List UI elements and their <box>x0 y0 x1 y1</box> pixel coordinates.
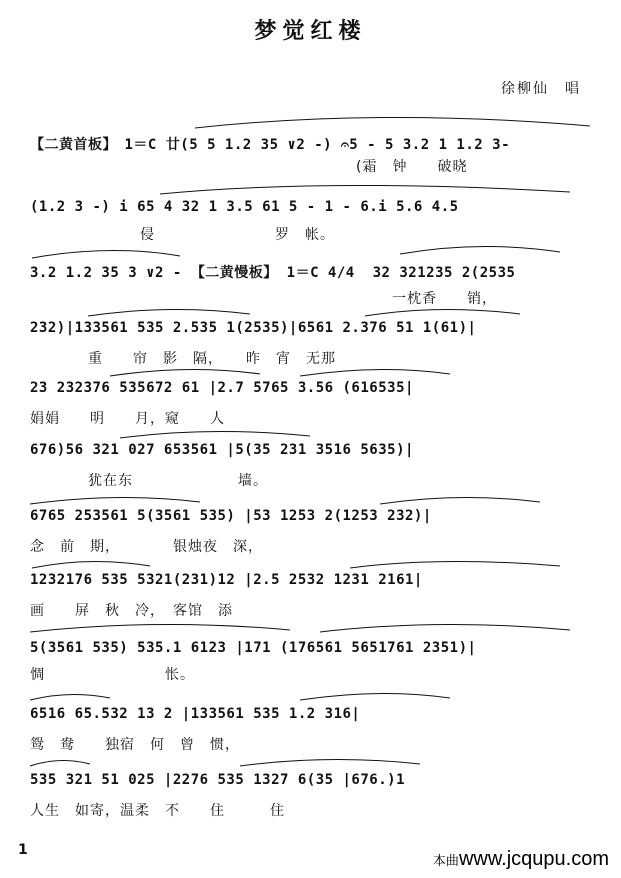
slur-5 <box>88 309 250 316</box>
footer-prefix: 本曲 <box>432 854 459 869</box>
score-line-11: 535 321 51 025 |2276 535 1327 6(35 |676.)1 <box>30 772 406 788</box>
slur-4 <box>400 246 560 254</box>
lyric-line-2: 侵 罗 帐。 <box>140 227 335 243</box>
lyric-line-7: 念 前 期， 银烛夜 深， <box>30 539 263 555</box>
lyric-line-1: (霜 钟 破晓 <box>356 159 468 175</box>
footer-watermark <box>433 848 609 871</box>
lyric-line-3: 一枕香 销， <box>392 291 497 307</box>
lyric-line-8: 画 屏 秋 冷， 客馆 添 <box>30 603 233 619</box>
score-line-4: 232)|133561 535 2.535 1(2535)|6561 2.376 51 1(61)| <box>30 320 477 336</box>
slur-16 <box>30 694 110 700</box>
page-number: 1 <box>18 842 28 858</box>
singer-credit: 徐柳仙 唱 <box>501 81 581 97</box>
lyric-line-11: 人生 如寄，温柔 不 住 住 <box>30 803 285 819</box>
lyric-line-6: 犹在东 墙。 <box>88 473 268 489</box>
slur-8 <box>300 369 450 376</box>
lyric-line-9: 惆 怅。 <box>30 667 195 683</box>
score-line-5: 23 232376 535672 61 |2.7 5765 3.56 (616535| <box>30 380 414 396</box>
slur-11 <box>380 497 540 504</box>
slur-15 <box>320 624 570 632</box>
score-line-3: 3.2 1.2 35 3 ∨2 - 【二黄慢板】 1＝C 4/4 32 321235 2(2535 <box>30 265 516 281</box>
lyric-line-5: 娟娟 明 月，窥 人 <box>30 411 225 427</box>
slur-19 <box>240 759 420 766</box>
score-line-8: 1232176 535 5321(231)12 |2.5 2532 1231 2161| <box>30 572 423 588</box>
slur-10 <box>30 497 200 504</box>
slur-18 <box>30 760 90 766</box>
lyric-line-10: 鸳 鸯 独宿 何 曾 惯， <box>30 737 240 753</box>
score-line-1: 【二黄首板】 1＝C 廿(5 5 1.2 35 ∨2 -) 𝄐5 - 5 3.2 1 1.2 3- <box>30 137 511 153</box>
slur-17 <box>300 693 450 700</box>
slur-9 <box>120 431 310 438</box>
score-line-9: 5(3561 535) 535.1 6123 |171 (176561 5651761 2351)| <box>30 640 477 656</box>
slur-12 <box>32 561 150 568</box>
score-line-10: 6516 65.532 13 2 |133561 535 1.2 316| <box>30 706 361 722</box>
lyric-line-4: 重 帘 影 隔， 昨 宵 无那 <box>88 351 336 367</box>
slur-14 <box>30 624 290 632</box>
page-title: 梦觉红楼 <box>254 18 367 44</box>
slur-6 <box>365 309 520 316</box>
score-line-2: (1.2 3 -) i 65 4 32 1 3.5 61 5 - 1 - 6.i 5.6 4.5 <box>30 199 459 215</box>
slur-13 <box>350 561 560 568</box>
slur-3 <box>32 250 180 258</box>
slur-7 <box>110 369 260 376</box>
score-line-6: 676)56 321 027 653561 |5(35 231 3516 5635)| <box>30 442 414 458</box>
slur-2 <box>160 185 570 194</box>
footer-site: www.jcqupu.com <box>458 848 609 870</box>
score-line-7: 6765 253561 5(3561 535) |53 1253 2(1253 232)| <box>30 508 432 524</box>
slur-1 <box>195 117 590 128</box>
